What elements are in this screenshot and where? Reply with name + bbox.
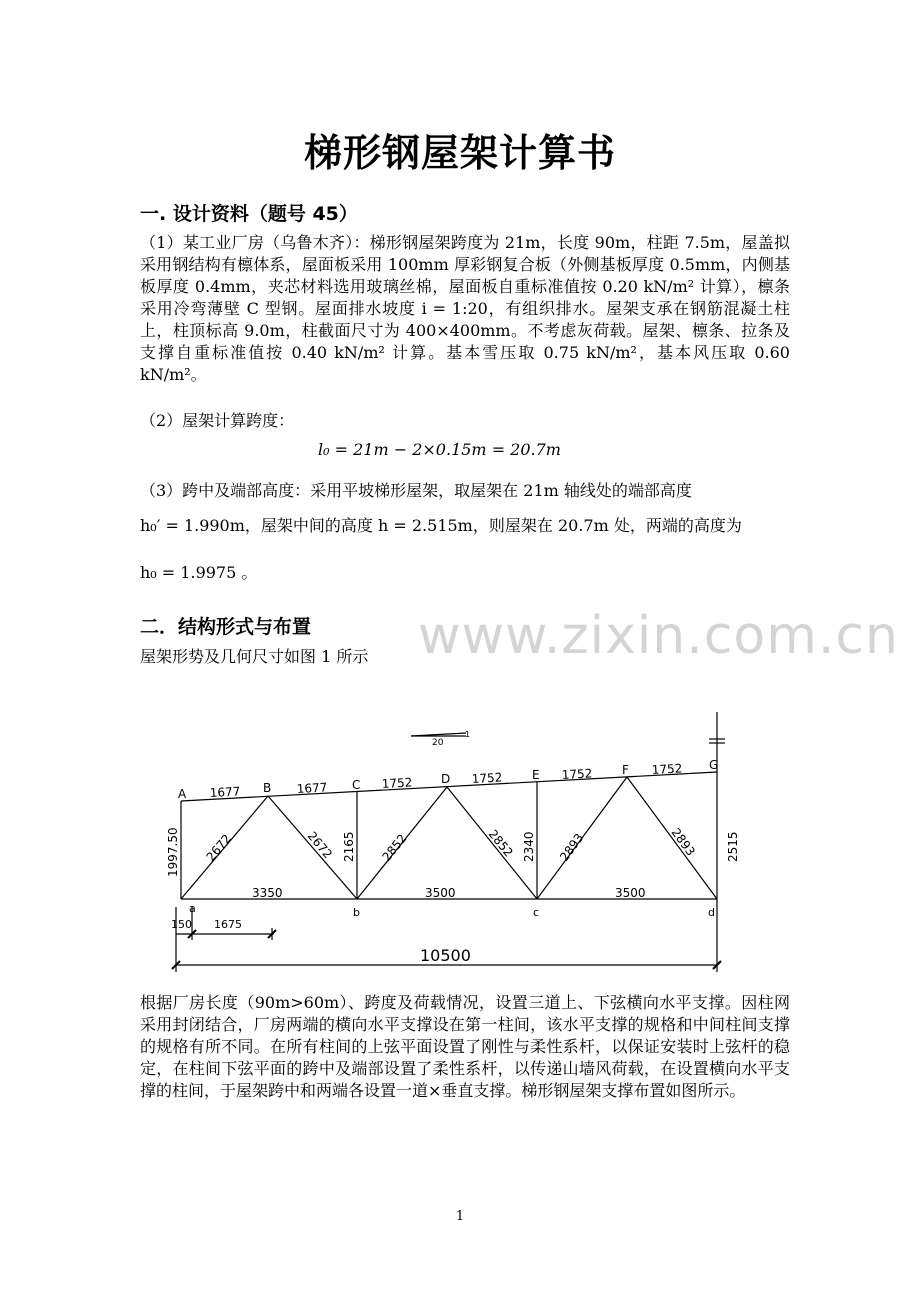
truss-label: F bbox=[622, 763, 629, 777]
truss-label: 2893 bbox=[668, 825, 698, 859]
truss-label: 2165 bbox=[342, 831, 356, 862]
truss-label: 1752 bbox=[381, 775, 413, 791]
span-formula: l₀ = 21m − 2×0.15m = 20.7m bbox=[318, 440, 561, 459]
truss-label: C bbox=[352, 778, 361, 792]
truss-label: B bbox=[263, 781, 272, 795]
truss-label: 20 bbox=[432, 738, 444, 748]
truss-diagram bbox=[0, 700, 920, 980]
truss-label: A bbox=[178, 787, 187, 801]
truss-label: d bbox=[708, 906, 715, 919]
truss-label: D bbox=[441, 772, 451, 786]
truss-label: 2672 bbox=[304, 828, 336, 862]
truss-label: 1752 bbox=[471, 770, 503, 786]
truss-label: a bbox=[189, 902, 196, 915]
truss-label: 1752 bbox=[561, 766, 593, 782]
truss-label: 1 bbox=[465, 730, 471, 739]
truss-label: 3350 bbox=[252, 886, 283, 900]
height-line-1: （3）跨中及端部高度：采用平坡梯形屋架，取屋架在 21m 轴线处的端部高度 bbox=[140, 481, 692, 500]
truss-label: 1997.50 bbox=[166, 827, 180, 877]
truss-label: c bbox=[533, 906, 540, 919]
truss-label: 2515 bbox=[726, 831, 740, 862]
truss-label: 10500 bbox=[420, 946, 471, 965]
span-label: （2）屋架计算跨度： bbox=[140, 411, 295, 430]
truss-label: 2852 bbox=[485, 827, 516, 860]
truss-label: 2852 bbox=[379, 831, 410, 864]
truss-label: b bbox=[353, 906, 360, 919]
watermark: www.zixin.com.cn bbox=[418, 606, 899, 666]
page-number: 1 bbox=[455, 1209, 465, 1224]
figure-intro: 屋架形势及几何尺寸如图 1 所示 bbox=[140, 647, 369, 666]
document-title: 梯形钢屋架计算书 bbox=[303, 131, 616, 175]
design-data-paragraph: （1）某工业厂房（乌鲁木齐）：梯形钢屋架跨度为 21m，长度 90m，柱距 7.5m，屋盖拟采用钢结构有檩体系，屋面板采用 100mm 厚彩钢复合板（外侧基板厚度 0.5mm，内侧基板厚度 0.4mm，夹芯材料选用玻璃丝棉，屋面板自重标准值按 0.20 kN/m² 计算），檩条采用冷弯薄壁 C 型钢。屋面排水坡度 i = 1:20，有组织排水。屋架支承在钢筋混凝土柱上，柱顶标高 9.0m，柱截面尺寸为 400×400mm。不考虑灰荷载。屋架、檩条、拉条及支撑自重标准值按 0.40 kN/m² 计算。基本雪压取 0.75 kN/m²，基本风压取 0.60 kN/m²。 bbox=[140, 233, 790, 384]
truss-label: G bbox=[709, 758, 719, 772]
section2-heading: 二．结构形式与布置 bbox=[140, 616, 312, 638]
truss-label: 1675 bbox=[214, 918, 242, 931]
truss-label: 1752 bbox=[651, 761, 683, 777]
truss-label: 3500 bbox=[615, 886, 646, 900]
truss-label: 2672 bbox=[203, 831, 234, 864]
truss-label: 1677 bbox=[209, 784, 241, 800]
height-line-3: h₀ = 1.9975 。 bbox=[140, 563, 258, 582]
layout-paragraph: 根据厂房长度（90m>60m）、跨度及荷载情况，设置三道上、下弦横向水平支撑。因柱网采用封闭结合，厂房两端的横向水平支撑设在第一柱间，该水平支撑的规格和中间柱间支撑的规格有所不同。在所有柱间的上弦平面设置了刚性与柔性系杆，以保证安装时上弦杆的稳定，在柱间下弦平面的跨中及端部设置了柔性系杆，以传递山墙风荷载，在设置横向水平支撑的柱间，于屋架跨中和两端各设置一道×垂直支撑。梯形钢屋架支撑布置如图所示。 bbox=[140, 993, 790, 1100]
truss-label: 150 bbox=[171, 918, 192, 931]
truss-label: E bbox=[532, 768, 540, 782]
truss-label: 3500 bbox=[425, 886, 456, 900]
section1-heading: 一. 设计资料（题号 45） bbox=[140, 203, 358, 225]
height-line-2: h₀′ = 1.990m，屋架中间的高度 h = 2.515m，则屋架在 20.7m 处，两端的高度为 bbox=[140, 516, 742, 535]
truss-label: 2340 bbox=[522, 831, 536, 862]
truss-label: 2893 bbox=[557, 830, 587, 864]
truss-label: 1677 bbox=[296, 780, 328, 796]
